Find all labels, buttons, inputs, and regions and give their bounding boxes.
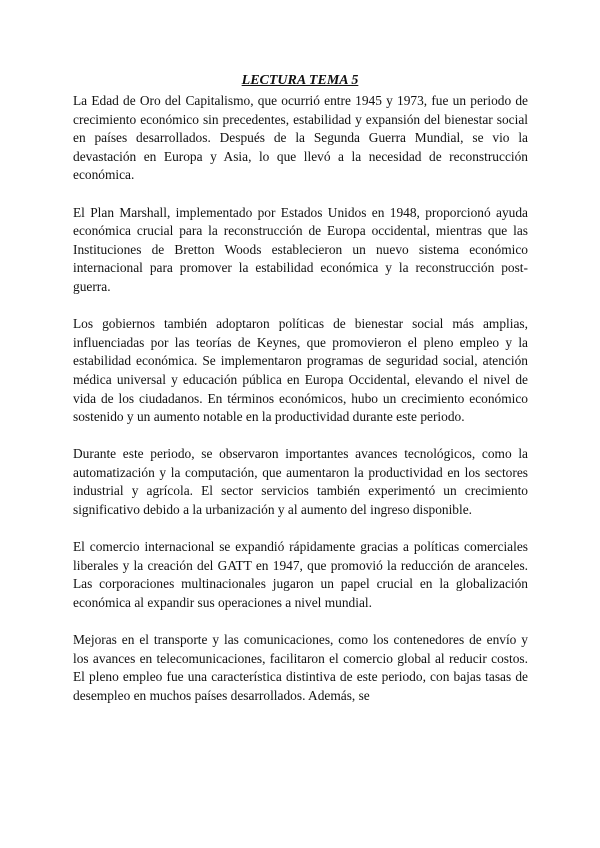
paragraph: Mejoras en el transporte y las comunicaciones, como los contenedores de envío y los avances en telecomunicaciones, facilitaron el comercio global al reducir costos. El pleno empleo fue una característica distintiva de este periodo, con bajas tasas de desempleo en muchos países desarrollados. Además, se — [73, 632, 528, 703]
paragraph: Los gobiernos también adoptaron políticas de bienestar social más amplias, influenciadas por las teorías de Keynes, que promovieron el pleno empleo y la estabilidad económica. Se implementaron programas de seguridad social, atención médica universal y educación pública en Europa Occidental, elevando el nivel de vida de los ciudadanos. En términos económicos, hubo un crecimiento económico sostenido y un aumento notable en la productividad durante este periodo. — [73, 316, 528, 425]
paragraph: Durante este periodo, se observaron importantes avances tecnológicos, como la automatización y la computación, que aumentaron la productividad en los sectores industrial y agrícola. El sector servicios también experimentó un crecimiento significativo debido a la urbanización y al aumento del ingreso disponible. — [73, 446, 528, 518]
document-body — [73, 92, 528, 706]
paragraph: El comercio internacional se expandió rápidamente gracias a políticas comerciales liberales y la creación del GATT en 1947, que promovió la reducción de aranceles. Las corporaciones multinacionales jugaron un papel crucial en la globalización económica al expandir sus operaciones a nivel mundial. — [73, 539, 528, 611]
page-title: LECTURA TEMA 5 — [241, 73, 359, 88]
paragraph: El Plan Marshall, implementado por Estados Unidos en 1948, proporcionó ayuda económica crucial para la reconstrucción de Europa occidental, mientras que las Instituciones de Bretton Woods establecieron un nuevo sistema económico internacional para promover la estabilidad económica y la reconstrucción post-guerra. — [73, 204, 528, 294]
paragraph: La Edad de Oro del Capitalismo, que ocurrió entre 1945 y 1973, fue un periodo de crecimiento económico sin precedentes, estabilidad y expansión del bienestar social en países desarrollados. Después de la Segunda Guerra Mundial, se vio la devastación en Europa y Asia, lo que llevó a la necesidad de reconstrucción económica. — [73, 93, 528, 183]
